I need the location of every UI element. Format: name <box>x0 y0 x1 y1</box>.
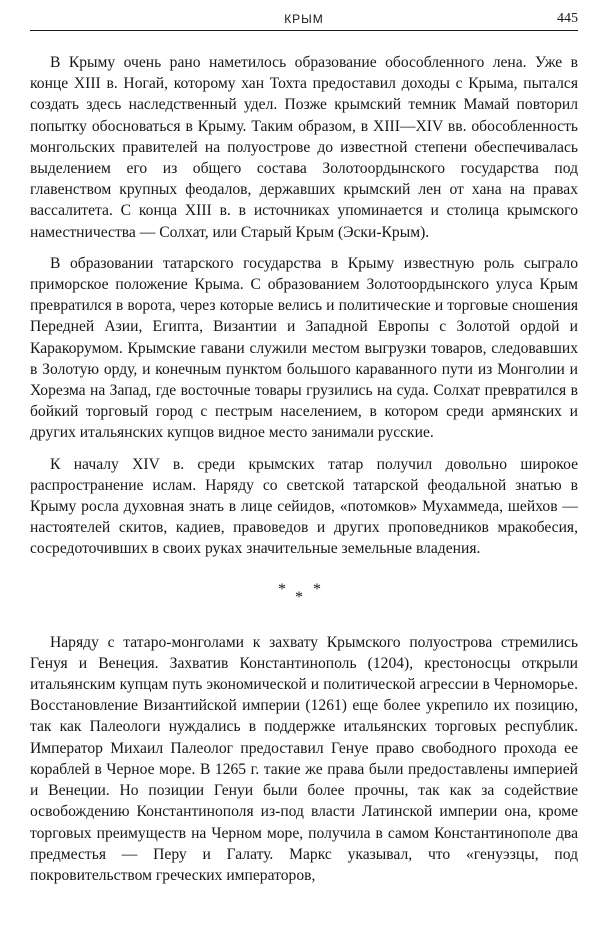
section-separator <box>30 560 578 632</box>
separator-asterisk: * <box>313 580 321 598</box>
book-page <box>30 8 578 933</box>
separator-asterisk: * <box>278 580 286 598</box>
page-number: 445 <box>557 11 578 26</box>
paragraph-2: В образовании татарского государства в Крыму известную роль сыграло приморское положение Крыма. С образованием Золотоордынского улуса Крым превратился в ворота, через которые велись и политические и торговые сношения Передней Азии, Египта, Византии и Западной Европы с Золотой ордой и Каракорумом. Крымские гавани служили местом выгрузки товаров, следовавших в Золотую орду, и конечным пунктом большого караванного пути из Монголии и Хорезма на Запад, где восточные товары грузились на суда. Солхат превратился в бойкий торговый город с пестрым населением, в котором среди армянских и других итальянских купцов видное место занимали русские. <box>30 254 578 442</box>
body-text <box>30 52 578 886</box>
separator-asterisk: * <box>295 588 303 606</box>
paragraph-1: В Крыму очень рано наметилось образование обособленного лена. Уже в конце XIII в. Ногай, которому хан Тохта предоставил доходы с Крыма, пытался создать здесь наследственный удел. Позже крымский темник Мамай повторил попытку обосноваться в Крыму. Таким образом, в XIII—XIV вв. обособленность монгольских правителей на полуострове до известной степени обеспечивалась выделением его из общего состава Золотоордынского государства под главенством крупных феодалов, державших крымский лен от хана на правах вассалитета. С конца XIII в. в источниках упоминается и столица крымского наместничества — Солхат, или Старый Крым (Эски-Крым). <box>30 54 578 241</box>
paragraph-4: Наряду с татаро-монголами к захвату Крымского полуострова стремились Генуя и Венеция. Захватив Константинополь (1204), крестоносцы открыли итальянским купцам путь экономической и политической агрессии в Черноморье. Восстановление Византийской империи (1261) еще более укрепило их позицию, так как Палеологи нуждались в поддержке итальянских торговых республик. Император Михаил Палеолог предоставил Генуе право свободного прохода ее кораблей в Черное море. В 1265 г. такие же права были предоставлены империей и Венеции. Но позиции Генуи были более прочны, так как за содействие освобождению Константинополя из-под власти Латинской империи она, кроме торговых преимуществ на Черном море, получила в самом Константинополе два предместья — Перу и Галату. Маркс указывал, что «генуэзцы, под покровительством греческих императоров, <box>30 633 578 884</box>
paragraph-3: К началу XIV в. среди крымских татар получил довольно широкое распространение ислам. Наряду со светской татарской феодальной знатью в Крыму росла духовная знать в лице сейидов, «потомков» Мухаммеда, шейхов — настоятелей скитов, кадиев, правоведов и других проповедников мракобесия, сосредоточивших в своих руках значительные земельные владения. <box>30 455 578 558</box>
running-title: КРЫМ <box>284 12 324 26</box>
running-head <box>30 8 578 31</box>
